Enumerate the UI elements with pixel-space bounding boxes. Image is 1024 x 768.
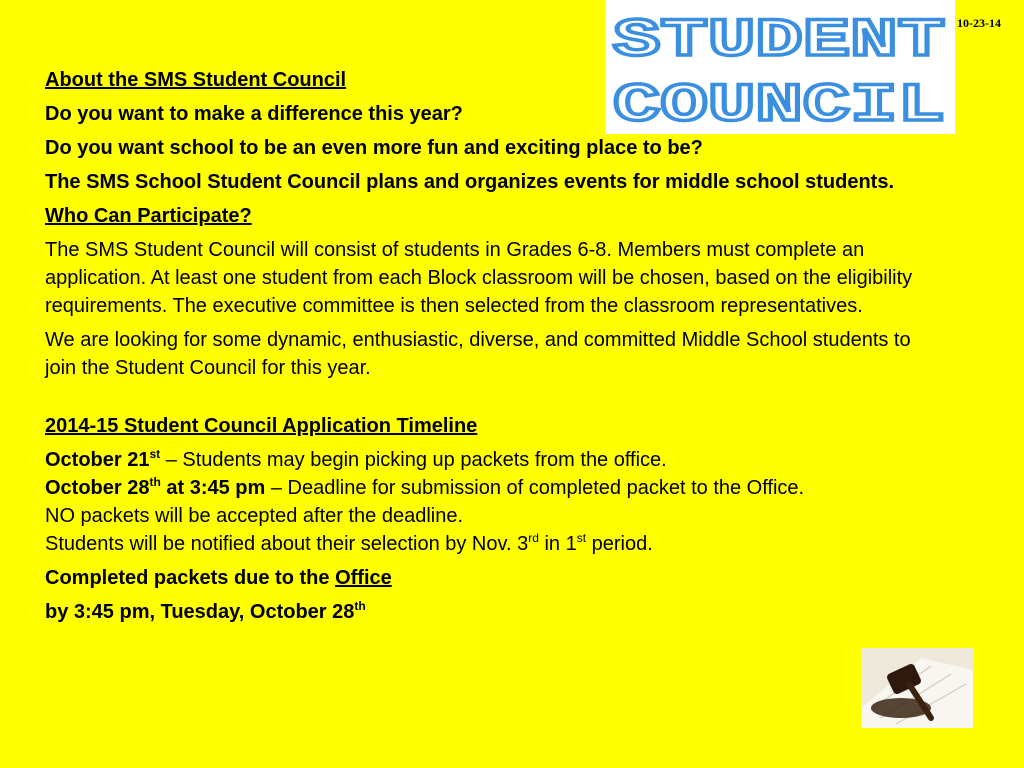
question-1: Do you want to make a difference this year? (45, 103, 463, 125)
timeline-item-2: October 28th at 3:45 pm – Deadline for submission of completed packet to the Office. (45, 475, 805, 499)
timeline-heading: 2014-15 Student Council Application Timeline (45, 415, 478, 437)
due-line-1: Completed packets due to the Office (45, 567, 392, 589)
date-stamp: 10-23-14 (957, 16, 1001, 30)
timeline-note-2: Students will be notified about their selection by Nov. 3rd in 1st period. (45, 531, 653, 555)
about-heading: About the SMS Student Council (45, 69, 347, 91)
logo-line-2: COUNCIL (613, 76, 945, 134)
office-link-text: Office (335, 567, 392, 589)
gavel-image (861, 648, 973, 728)
timeline-note-1: NO packets will be accepted after the deadline. (45, 505, 464, 527)
gavel-icon (861, 648, 973, 728)
question-2: Do you want school to be an even more fun and exciting place to be? (45, 137, 703, 159)
looking-for-paragraph: We are looking for some dynamic, enthusiastic, diverse, and committed Middle School students to join the Student Council for this year. (45, 329, 911, 379)
timeline-list (45, 446, 915, 558)
council-summary: The SMS School Student Council plans and organizes events for middle school students. (45, 171, 894, 193)
logo-line-1: STUDENT (613, 11, 945, 72)
participate-heading: Who Can Participate? (45, 205, 252, 227)
main-content (45, 66, 915, 632)
eligibility-paragraph: The SMS Student Council will consist of students in Grades 6-8. Members must complete an application. At least one student from each Block classroom will be chosen, based on the eligibility requirements. The executive committee is then selected from the classroom representatives. (45, 239, 913, 317)
timeline-item-1: October 21st – Students may begin picking up packets from the office. (45, 447, 667, 471)
due-line-2: by 3:45 pm, Tuesday, October 28th (45, 599, 366, 623)
